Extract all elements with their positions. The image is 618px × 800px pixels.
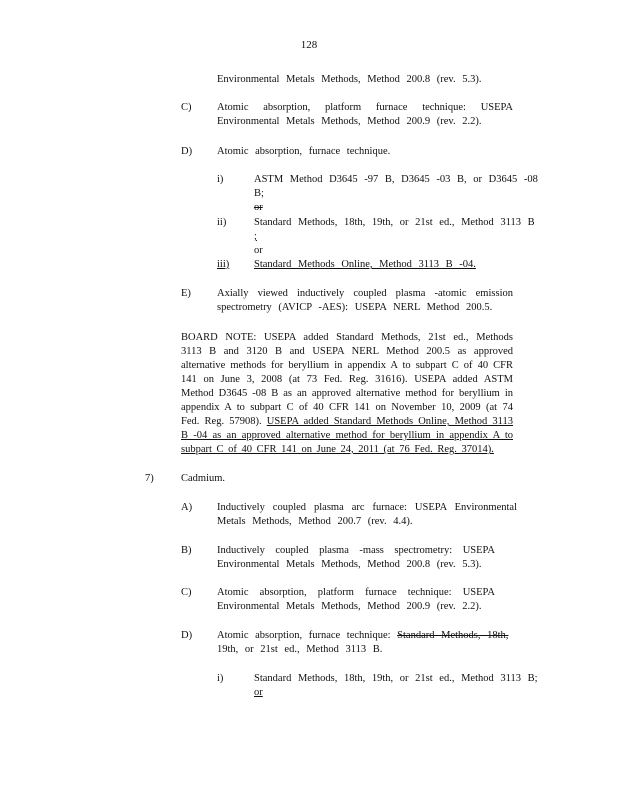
subitem-label: iii) [217, 259, 230, 270]
subitem-body: Standard Methods, 18th, 19th, or 21st ed., Method 3113 B; [254, 673, 538, 684]
item-text: Axially viewed inductively coupled plasma -atomic emission spectrometry (AVICP -AES): USEPA NERL Method 200.5. [217, 288, 513, 313]
item-label: D) [181, 630, 193, 641]
item-body-continued: 19th, or 21st ed., Method 3113 B. [217, 644, 383, 655]
subitem-body: ASTM Method D3645 -97 B, D3645 -03 B, or D3645 -08 B; [254, 174, 538, 199]
subitem-label: i) [217, 174, 224, 185]
item-label: C) [181, 102, 192, 113]
item-label: C) [181, 587, 192, 598]
underlined-text: ; [254, 231, 257, 242]
item-label: B) [181, 545, 192, 556]
item-body: Atomic absorption, furnace technique: [217, 630, 398, 641]
section-title: Cadmium. [181, 473, 226, 484]
section-label: 7) [145, 473, 154, 484]
item-text [217, 629, 537, 657]
struck-text: Standard Methods, 18th, [397, 630, 509, 641]
subitem-label: ii) [217, 217, 227, 228]
item-text: Atomic absorption, platform furnace technique: USEPA Environmental Metals Methods, Method 200.9 (rev. 2.2). [217, 587, 495, 612]
subitem-label: i) [217, 673, 224, 684]
item-text: Inductively coupled plasma -mass spectrometry: USEPA Environmental Metals Methods, Method 200.8 (rev. 5.3). [217, 545, 495, 570]
continuation-text: Environmental Metals Methods, Method 200.8 (rev. 5.3). [217, 74, 482, 85]
item-text: Atomic absorption, platform furnace technique: USEPA Environmental Metals Methods, Method 200.9 (rev. 2.2). [217, 102, 513, 127]
item-label: A) [181, 502, 193, 513]
subitem-text [254, 216, 544, 258]
struck-text: or [254, 202, 263, 213]
subitem-or: or [254, 245, 263, 256]
board-note [181, 331, 513, 457]
subitem-body: Standard Methods, 18th, 19th, or 21st ed., Method 3113 B [254, 217, 535, 228]
page-number: 128 [300, 39, 318, 51]
subitem-text [254, 672, 544, 700]
underlined-or: or [254, 687, 263, 698]
item-label: E) [181, 288, 191, 299]
item-text: Atomic absorption, furnace technique. [217, 146, 391, 157]
board-note-amendment: USEPA added Standard Methods Online, Method 3113 B -04 as an approved alternative method for beryllium in appendix A to subpart C of 40 CFR 141 on June 24, 2011 (at 76 Fed. Reg. 37014). [181, 416, 513, 455]
board-note-text: BOARD NOTE: USEPA added Standard Methods, 21st ed., Methods 3113 B and 3120 B and USEPA NERL Method 200.5 as approved alternative methods for beryllium in appendix A to subpart C of 40 CFR 141 on June 3, 2008 (at 73 Fed. Reg. 31616). USEPA added ASTM Method D3645 -08 B as an approved alternative method for beryllium in appendix A to subpart C of 40 CFR 141 on November 10, 2009 (at 74 Fed. Reg. 57908). [181, 332, 513, 427]
item-text: Inductively coupled plasma arc furnace: USEPA Environmental Metals Methods, Method 200.7 (rev. 4.4). [217, 502, 517, 527]
subitem-text: Standard Methods Online, Method 3113 B -04. [254, 259, 476, 270]
subitem-text [254, 173, 544, 215]
item-label: D) [181, 146, 193, 157]
